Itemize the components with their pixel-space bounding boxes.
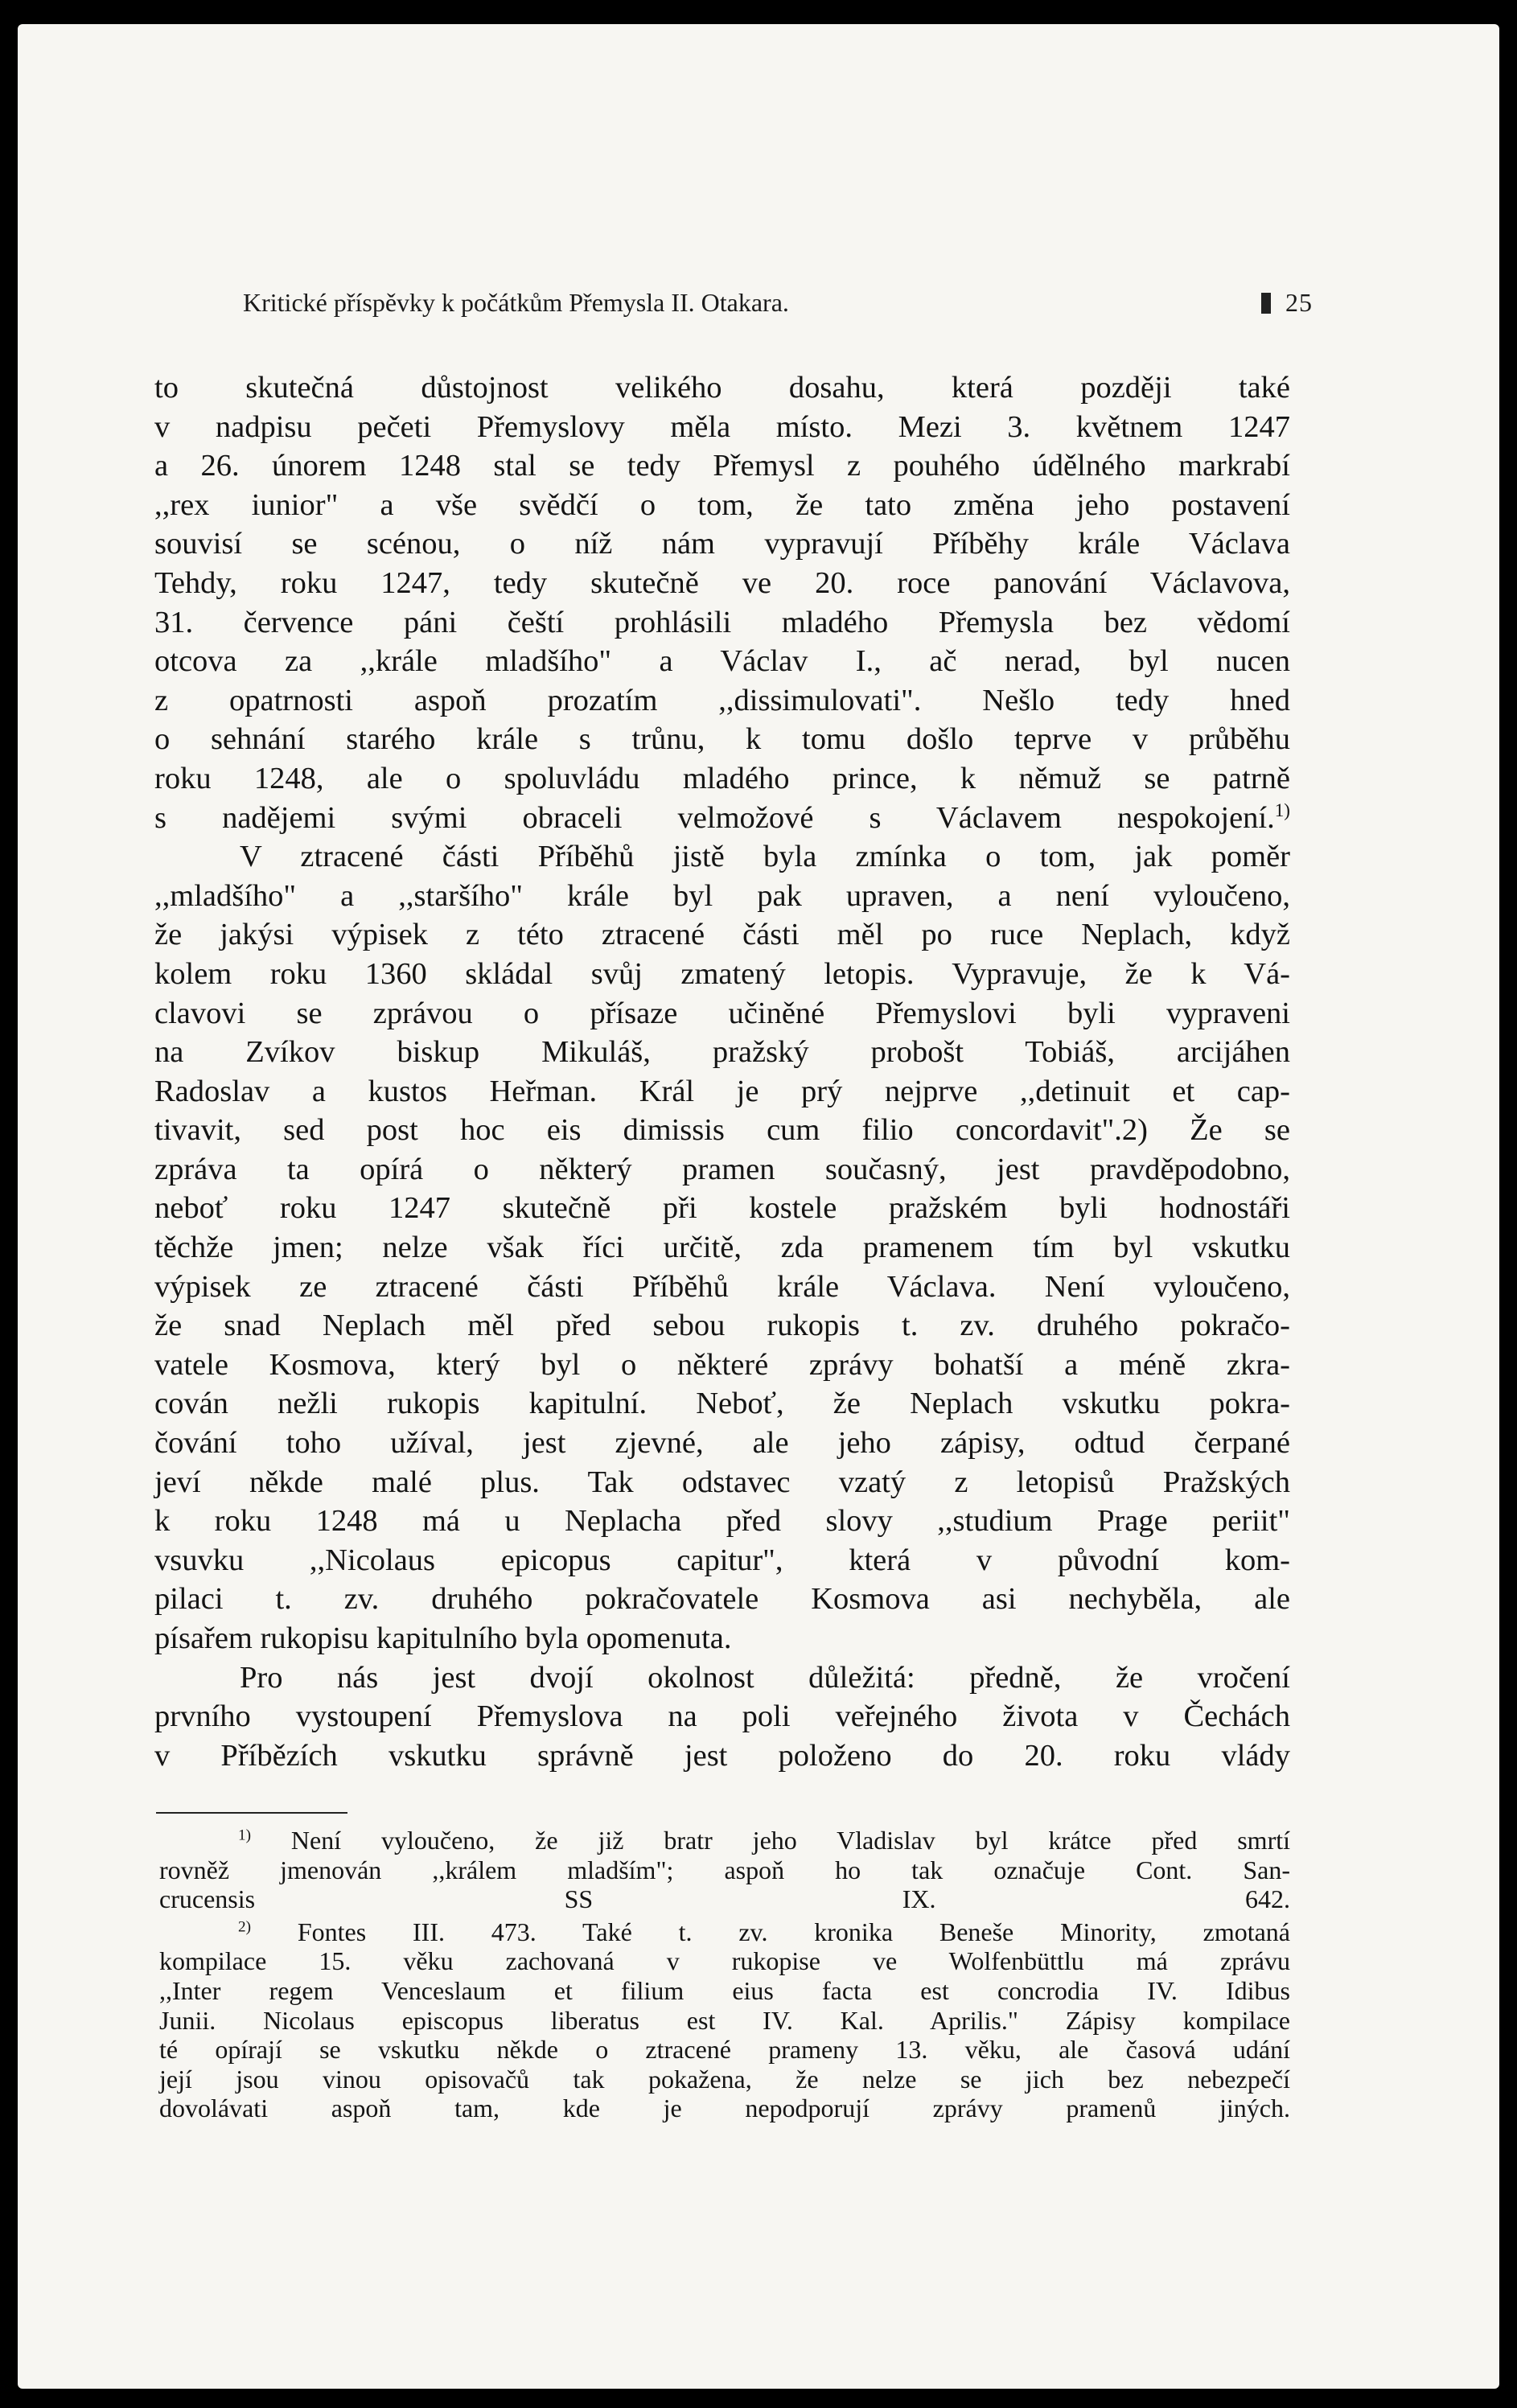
text-line: Radoslav a kustos Heřman. Král je prý nejprve ,,detinuit et cap- <box>154 1074 1290 1108</box>
text-line: na Zvíkov biskup Mikuláš, pražský probošt Tobiáš, arcijáhen <box>154 1035 1290 1070</box>
footnote-line: ,,Inter regem Venceslaum et filium eius facta est concrodia IV. Idibus <box>159 1975 1290 2005</box>
text-segment: s nadějemi svými obraceli velmožové s Václavem nespokojení. <box>154 800 1275 835</box>
text-line: ,,rex iunior" a vše svědčí o tom, že tato změna jeho postavení <box>154 487 1290 522</box>
main-text <box>154 368 1290 1775</box>
text-line: neboť roku 1247 skutečně při kostele pražském byli hodnostáři <box>154 1191 1290 1226</box>
text-line: zpráva ta opírá o některý pramen současný, jest pravděpodobno, <box>154 1152 1290 1186</box>
paragraph-1 <box>154 368 1290 837</box>
text-line: otcova za ,,krále mladšího" a Václav I., ač nerad, byl nucen <box>154 644 1290 679</box>
text-line: čování toho užíval, jest zjevné, ale jeho zápisy, odtud čerpané <box>154 1426 1290 1461</box>
text-line: písařem rukopisu kapitulního byla opomenuta. <box>154 1621 732 1655</box>
footnote-line <box>159 1826 1290 1855</box>
text-line: vsuvku ,,Nicolaus epicopus capitur", která v původní kom- <box>154 1543 1290 1577</box>
text-line: to skutečná důstojnost velikého dosahu, která později také <box>154 371 1290 405</box>
footnote-line: Junii. Nicolaus episcopus liberatus est IV. Kal. Aprilis." Zápisy kompilace <box>159 2005 1290 2035</box>
text-segment: Není vyloučeno, že již bratr jeho Vladislav byl krátce před smrtí <box>290 1826 1291 1855</box>
text-line: souvisí se scénou, o níž nám vypravují Příběhy krále Václava <box>154 527 1290 561</box>
header-ink-mark <box>1261 293 1271 314</box>
text-segment: Fontes III. 473. Také t. zv. kronika Beneše Minority, zmotaná <box>297 1917 1291 1946</box>
text-line: ,,mladšího" a ,,staršího" krále byl pak upraven, a není vyloučeno, <box>154 878 1290 913</box>
footnote-1 <box>159 1826 1290 1914</box>
footnote-ref-1: 1) <box>1274 799 1290 820</box>
footnote-marker: 2) <box>238 1918 251 1936</box>
footnote-line: rovněž jmenován ,,králem mladším"; aspoň ho tak označuje Cont. San- <box>159 1855 1290 1884</box>
text-line <box>154 799 1290 838</box>
paragraph-2 <box>154 837 1290 1658</box>
footnote-line: dovolávati aspoň tam, kde je nepodporují zprávy pramenů jiných. <box>159 2094 1290 2123</box>
text-line: Pro nás jest dvojí okolnost důležitá: předně, že vročení <box>240 1660 1290 1695</box>
footnote-line: té opírají se vskutku někde o ztracené prameny 13. věku, ale časová udání <box>159 2035 1290 2065</box>
text-line: vatele Kosmova, který byl o některé zprávy bohatší a méně zkra- <box>154 1347 1290 1382</box>
text-line: k roku 1248 má u Neplacha před slovy ,,studium Prage periit" <box>154 1504 1290 1539</box>
text-line: v nadpisu pečeti Přemyslovy měla místo. Mezi 3. květnem 1247 <box>154 409 1290 444</box>
footnote-2 <box>159 1917 1290 2123</box>
text-line: pilaci t. zv. druhého pokračovatele Kosmova asi nechyběla, ale <box>154 1582 1290 1617</box>
text-line: roku 1248, ale o spoluvládu mladého prince, k němuž se patrně <box>154 761 1290 795</box>
text-line: prvního vystoupení Přemyslova na poli veřejného života v Čechách <box>154 1699 1290 1734</box>
page-sheet <box>18 24 1499 2389</box>
text-line: a 26. únorem 1248 stal se tedy Přemysl z pouhého údělného markrabí <box>154 449 1290 483</box>
text-line: kolem roku 1360 skládal svůj zmatený letopis. Vypravuje, že k Vá- <box>154 956 1290 991</box>
text-line: V ztracené části Příběhů jistě byla zmínka o tom, jak poměr <box>240 840 1290 874</box>
paragraph-3 <box>154 1658 1290 1776</box>
text-line: o sehnání starého krále s trůnu, k tomu došlo teprve v průběhu <box>154 722 1290 757</box>
text-line: z opatrnosti aspoň prozatím ,,dissimulovati". Nešlo tedy hned <box>154 683 1290 717</box>
footnote-separator <box>156 1812 347 1814</box>
footnote-line <box>159 1917 1290 1947</box>
header-title: Kritické příspěvky k počátkům Přemysla II. Otakara. <box>243 288 789 317</box>
text-line: těchže jmen; nelze však říci určitě, zda pramenem tím byl vskutku <box>154 1231 1290 1265</box>
text-line: že snad Neplach měl před sebou rukopis t. zv. druhého pokračo- <box>154 1309 1290 1343</box>
footnote-line: crucensis SS IX. 642. <box>159 1884 1290 1914</box>
text-line: výpisek ze ztracené části Příběhů krále Václava. Není vyloučeno, <box>154 1269 1290 1304</box>
text-line: že jakýsi výpisek z této ztracené části měl po ruce Neplach, když <box>154 918 1290 952</box>
footnotes <box>159 1826 1290 2123</box>
text-line: cován nežli rukopis kapitulní. Neboť, že Neplach vskutku pokra- <box>154 1387 1290 1421</box>
footnote-marker: 1) <box>238 1827 251 1844</box>
text-line: clavovi se zprávou o přísaze učiněné Přemyslovi byli vypraveni <box>154 996 1290 1030</box>
text-line: v Příbězích vskutku správně jest položeno do 20. roku vlády <box>154 1738 1290 1773</box>
page-number: 25 <box>1285 288 1313 317</box>
text-line: tivavit, sed post hoc eis dimissis cum filio concordavit".2) Že se <box>154 1113 1290 1148</box>
running-header <box>243 288 1313 318</box>
text-line: Tehdy, roku 1247, tedy skutečně ve 20. roce panování Václavova, <box>154 565 1290 600</box>
footnote-line: její jsou vinou opisovačů tak pokažena, že nelze se jich bez nebezpečí <box>159 2064 1290 2094</box>
text-line: jeví někde malé plus. Tak odstavec vzatý z letopisů Pražských <box>154 1465 1290 1499</box>
text-line: 31. července páni čeští prohlásili mladého Přemysla bez vědomí <box>154 605 1290 639</box>
footnote-line: kompilace 15. věku zachovaná v rukopise ve Wolfenbüttlu má zprávu <box>159 1946 1290 1976</box>
